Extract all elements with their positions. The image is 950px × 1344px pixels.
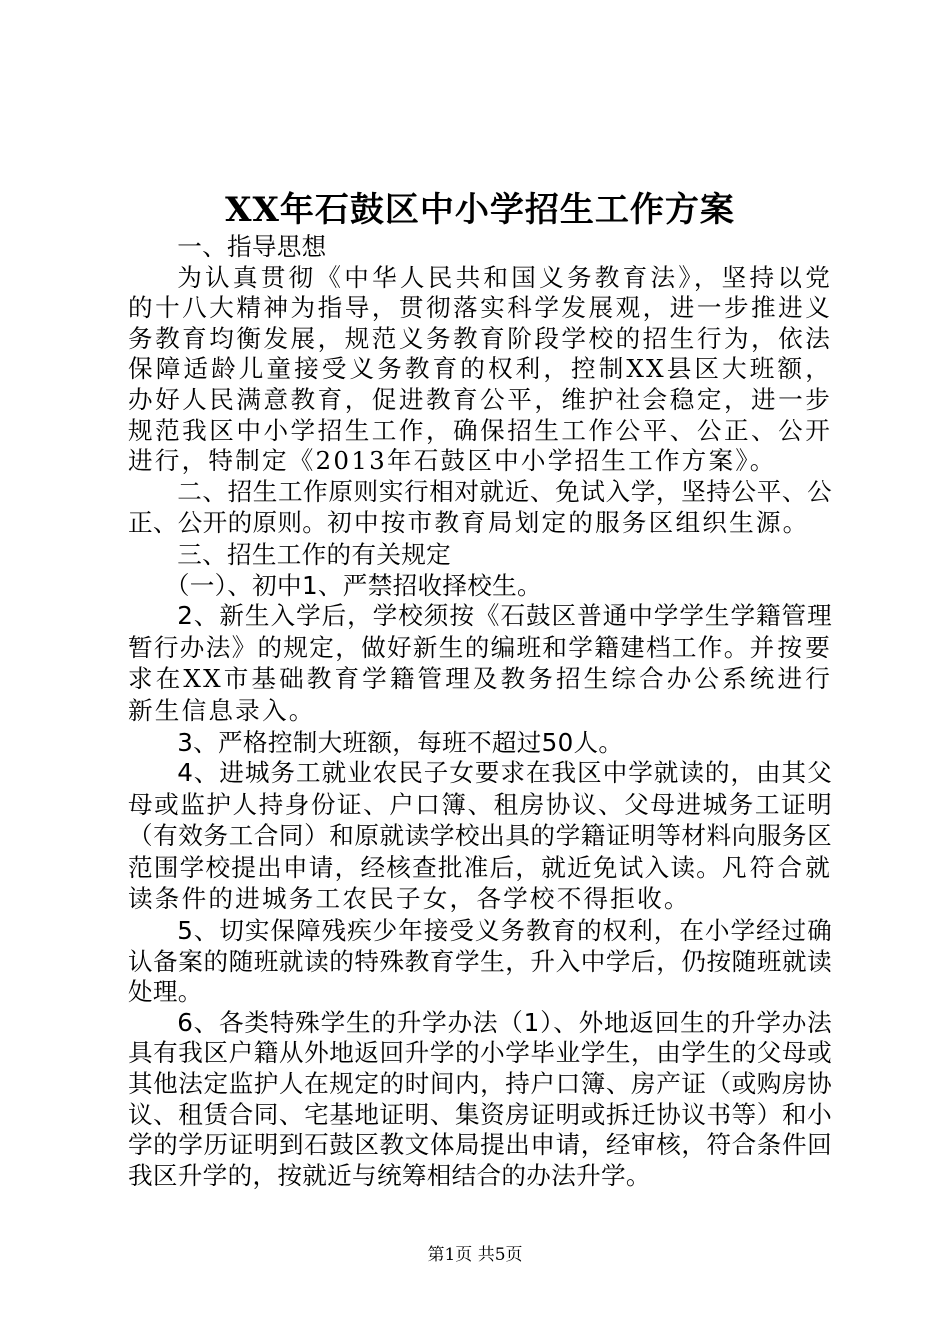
item-5: 5、切实保障残疾少年接受义务教育的权利，在小学经过确认备案的随班就读的特殊教育学生，升入中学后，仍按随班就读处理。 (128, 916, 832, 1007)
item-6: 6、各类特殊学生的升学办法（1）、外地返回生的升学办法具有我区户籍从外地返回升学的小学毕业学生，由学生的父母或其他法定监护人在规定的时间内，持户口簿、房产证（或购房协议、租赁合同、宅基地证明、集资房证明或拆迁协议书等）和小学的学历证明到石鼓区教文体局提出申请，经审核，符合条件回我区升学的，按就近与统筹相结合的办法升学。 (128, 1007, 832, 1190)
item-2-note: 并按要求在XX市基础教育学籍管理及教务招生综合办公系统进行新生信息录入。 (128, 632, 833, 725)
section-3-heading: 三、招生工作的有关规定 (177, 539, 452, 569)
item-2-main: 2、新生入学后，学校须按《石鼓区普通中学学生学籍管理暂行办法》的规定，做好新生的编班和学籍建档工作。 (128, 601, 832, 662)
section-2-paragraph (128, 477, 832, 540)
item-4-note: 凡符合就读条件的进城务工农民子女，各学校不得拒收。 (128, 852, 832, 914)
page-number-footer: 第1页 共5页 (427, 1245, 523, 1265)
item-2-paragraph (128, 601, 832, 727)
document-page (128, 188, 832, 1191)
section-1-body: 为认真贯彻《中华人民共和国义务教育法》，坚持以党的十八大精神为指导，贯彻落实科学发展观，进一步推进义务教育均衡发展，规范义务教育阶段学校的招生行为，依法保障适龄儿童接受义务教育的权利，控制XX县区大班额，办好人民满意教育，促进教育公平，维护社会稳定，进一步规范我区中小学招生工作，确保招生工作公平、公正、公开进行，特制定《2013年石鼓区中小学招生工作方案》。 (128, 262, 832, 476)
item-1: （一）、初中1、严禁招收择校生。 (164, 570, 542, 600)
document-title: XX年石鼓区中小学招生工作方案 (225, 190, 735, 230)
item-4-paragraph (128, 758, 832, 916)
section-1-heading: 一、指导思想 (177, 232, 327, 261)
item-4-main: 4、进城务工就业农民子女要求在我区中学就读的，由其父母或监护人持身份证、户口簿、租房协议、父母进城务工证明（有效务工合同）和原就读学校出具的学籍证明等材料向服务区范围学校提出申请，经核查批准后，就近免试入读。 (128, 758, 832, 882)
section-2-principle: 二、招生工作原则实行相对就近、免试入学，坚持公平、公正、公开的原则。 (128, 476, 832, 538)
item-3: 3、严格控制大班额，每班不超过50人。 (177, 727, 624, 757)
section-2-note: 初中按市教育局划定的服务区组织生源。 (327, 508, 810, 538)
